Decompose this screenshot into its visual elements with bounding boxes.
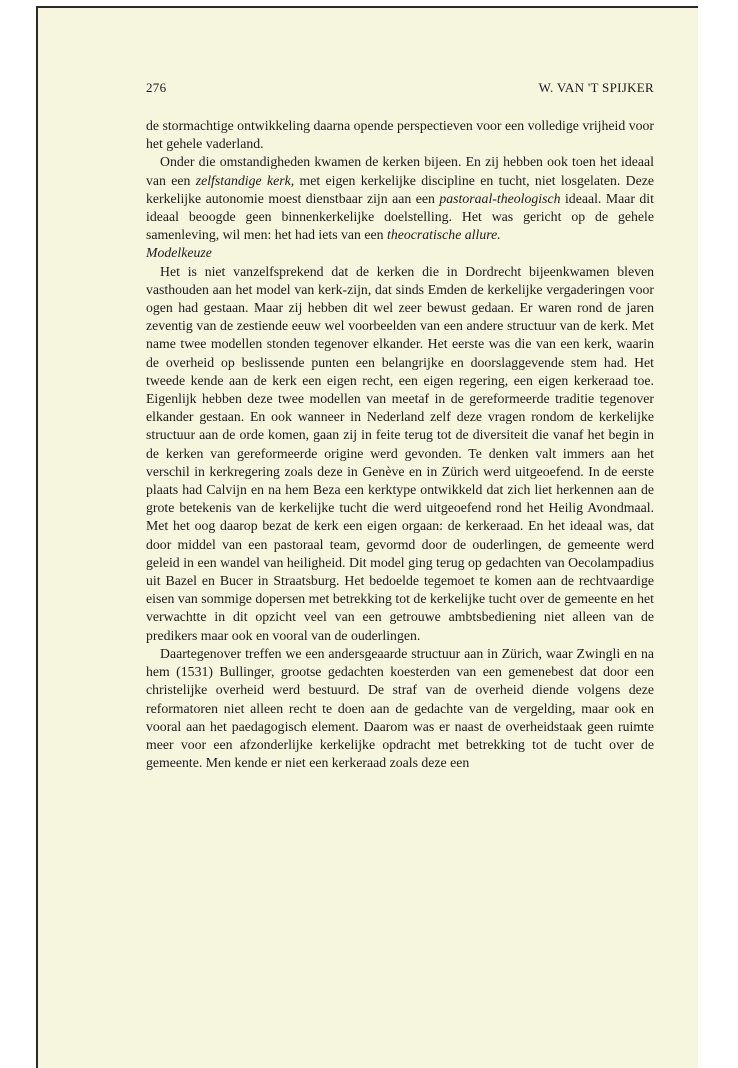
running-head: W. VAN 'T SPIJKER (538, 80, 654, 95)
paragraph: de stormachtige ontwikkeling daarna opende perspectieven voor een volledige vrijheid voor het gehele vaderland. (146, 118, 655, 152)
page-number: 276 (146, 80, 167, 95)
paragraph: Het is niet vanzelfsprekend dat de kerken die in Dordrecht bijeenkwamen bleven vasthouden aan het model van kerk-zijn, dat sinds Emden de kerkelijke vergaderingen voor ogen had gestaan. Maar zij hebben dit wel zeer bewust gedaan. Er waren rond de jaren zeventig van de zestiende eeuw wel voorbeelden van een andere structuur van de kerk. Met name twee modellen stonden tegenover elkander. Het eerste was die van een kerk, waarin de overheid op beslissende punten een belangrijke en doorslaggevende stem had. Het tweede kende aan de kerk een eigen recht, een eigen regering, een eigen kerkeraad toe. Eigenlijk hebben deze twee modellen van meetaf in de gereformeerde traditie tegenover elkander gestaan. En ook wanneer in Nederland zelf deze vragen rondom de kerkelijke structuur aan de orde komen, gaan zij in feite terug tot de diversiteit die vanaf het begin in de kerken van gereformeerde origine werd gevonden. Te denken valt immers aan het verschil in kerkregering zoals deze in Genève en in Zürich werd uitgeoefend. In de eerste plaats had Calvijn en na hem Beza een kerktype ontwikkeld dat zich liet herkennen aan de grote betekenis van de kerkelijke tucht die werd uitgeoefend rond het Heilig Avondmaal. Met het oog daarop bezat de kerk een eigen orgaan: de kerkeraad. En het ideaal was, dat door middel van een pastoraal team, gevormd door de ouderlingen, de gemeente werd geleid in een wandel van heiligheid. Dit model ging terug op gedachten van Oecolampadius uit Bazel en Bucer in Straatsburg. Het bedoelde tegemoet te komen aan de rechtvaardige eisen van sommige dopersen met betrekking tot de kerkelijke tucht over de gemeente en het verwachtte in dit opzicht veel van een getrouwe ambtsbediening niet alleen van de predikers maar ook en vooral van de ouderlingen. (146, 263, 654, 643)
paragraph: Onder die omstandigheden kwamen de kerken bijeen. En zij hebben ook toen het ideaal van een zelfstandige kerk, met eigen kerkelijke discipline en tucht, niet losgelaten. Deze kerkelijke autonomie moest dienstbaar zijn aan een pastoraal-theologisch ideaal. Maar dit ideaal beoogde geen binnenkerkelijke doelstelling. Het was gericht op de gehele samenleving, wil men: het had iets van een theocratische allure. (146, 154, 654, 243)
paragraph: Daartegenover treffen we een andersgeaarde structuur aan in Zürich, waar Zwingli en na hem (1531) Bullinger, grootse gedachten koesterden van een gemenebest dat door een christelijke overheid werd bestuurd. De straf van de overheid diende volgens deze reformatoren niet alleen recht te doen aan de gedachte van de vergelding, maar ook en vooral aan het paedagogisch element. Daarom was er naast de overheidstaak geen ruimte meer voor een afzonderlijke kerkelijke opdracht met betrekking tot de tucht over de gemeente. Men kende er niet een kerkeraad zoals deze een (146, 645, 654, 771)
body-text (146, 117, 654, 772)
section-heading: Modelkeuze (146, 245, 212, 261)
